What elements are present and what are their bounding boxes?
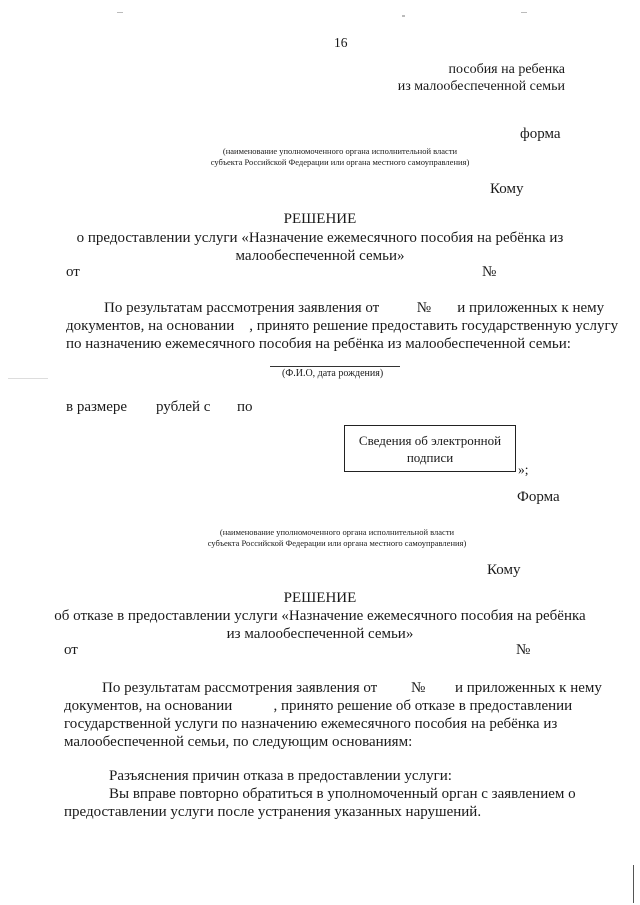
form2-authority-caption-1: (наименование уполномоченного органа исполнительной власти: [219, 527, 455, 537]
form2-number-label: №: [516, 642, 531, 658]
decision-subtitle-2: малообеспеченной семьи»: [235, 248, 405, 264]
authority-caption-2: субъекта Российской Федерации или органа местного самоуправления): [210, 157, 470, 167]
amount-to-label: по: [237, 399, 253, 415]
from-label: от: [66, 264, 80, 280]
form2-decision-subtitle-1: об отказе в предоставлении услуги «Назначение ежемесячного пособия на ребёнка: [54, 608, 586, 624]
authority-caption-1: (наименование уполномоченного органа исполнительной власти: [222, 146, 458, 156]
form-label: форма: [520, 126, 561, 142]
amount-rubles-label: рублей с: [156, 399, 211, 415]
scan-speck: [521, 12, 527, 13]
body-line-1: По результатам рассмотрения заявления от № и приложенных к нему: [104, 300, 605, 316]
decision-subtitle-1: о предоставлении услуги «Назначение ежемесячного пособия на ребёнка из: [76, 230, 564, 246]
form2-from-label: от: [64, 642, 78, 658]
fio-caption: (Ф.И.О, дата рождения): [282, 368, 384, 379]
body-line-2: документов, на основании , принято решение предоставить государственную услугу: [66, 318, 619, 334]
form2-label: Форма: [517, 489, 560, 505]
scan-speck: [8, 378, 48, 379]
scan-speck: [117, 12, 123, 13]
form2-reapply-line-2: предоставлении услуги после устранения указанных нарушений.: [64, 804, 482, 820]
fio-underline: [270, 366, 400, 367]
header-line-1: пособия на ребенка: [448, 62, 565, 77]
body-line-3: по назначению ежемесячного пособия на ребёнка из малообеспеченной семьи:: [66, 336, 571, 352]
form2-body-line-1b: №: [411, 680, 426, 696]
form2-reapply-line-1: Вы вправе повторно обратиться в уполномоченный орган с заявлением о: [109, 786, 576, 802]
form2-authority-caption-2: субъекта Российской Федерации или органа местного самоуправления): [207, 538, 467, 548]
form2-body-line-3: государственной услуги по назначению ежемесячного пособия на ребёнка из: [64, 716, 558, 732]
amount-size-label: в размере: [66, 399, 128, 415]
form2-decision-subtitle-2: из малообеспеченной семьи»: [226, 626, 414, 642]
number-label: №: [482, 264, 497, 280]
form2-body-line-4: малообеспеченной семьи, по следующим основаниям:: [64, 734, 413, 750]
esign-line-1: Сведения об электронной: [358, 433, 502, 448]
form2-to-label: Кому: [487, 562, 521, 578]
form2-explanation: Разъяснения причин отказа в предоставлении услуги:: [109, 768, 452, 784]
scan-edge: [633, 865, 634, 903]
form2-body-line-1c: и приложенных к нему: [455, 680, 602, 696]
esign-line-2: подписи: [406, 450, 454, 465]
form2-body-line-2: документов, на основании , принято решение об отказе в предоставлении: [64, 698, 573, 714]
esign-box: [344, 425, 516, 472]
header-line-2: из малообеспеченной семьи: [397, 79, 565, 94]
closing-mark: »;: [518, 462, 529, 477]
page-number: 16: [334, 35, 348, 50]
decision-title: РЕШЕНИЕ: [283, 211, 357, 227]
scan-speck: [402, 15, 405, 17]
form2-body-line-1a: По результатам рассмотрения заявления от: [102, 680, 378, 696]
form2-decision-title: РЕШЕНИЕ: [283, 590, 357, 606]
to-label: Кому: [490, 181, 524, 197]
